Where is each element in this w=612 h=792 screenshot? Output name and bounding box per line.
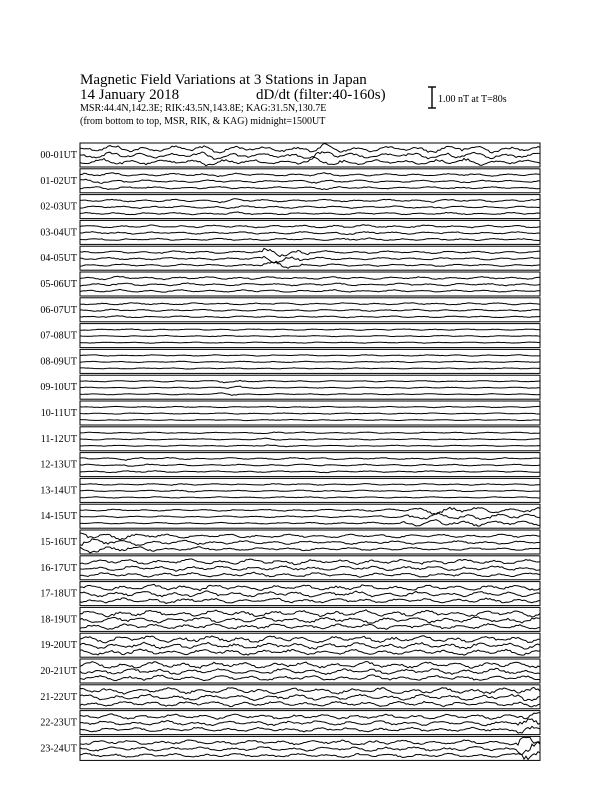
hour-label: 00-01UT — [40, 150, 77, 161]
hour-label: 04-05UT — [40, 253, 77, 265]
scale-bar-label: 1.00 nT at T=80s — [438, 94, 507, 105]
panel-11-12UT — [41, 427, 540, 451]
panel-05-06UT — [40, 272, 540, 296]
trace-KAG — [80, 636, 540, 643]
panel-02-03UT — [40, 195, 540, 219]
chart-date: 14 January 2018 — [80, 87, 180, 103]
trace-RIK — [80, 152, 540, 160]
panel-14-15UT — [40, 504, 540, 528]
trace-MSR — [80, 752, 540, 760]
trace-KAG — [80, 276, 540, 279]
trace-MSR — [80, 187, 540, 190]
hour-label: 12-13UT — [40, 459, 77, 471]
trace-MSR — [80, 675, 540, 681]
trace-KAG — [80, 406, 540, 407]
scale-bar — [428, 87, 436, 108]
trace-MSR — [80, 649, 540, 655]
trace-RIK — [80, 256, 540, 263]
trace-RIK — [80, 361, 540, 362]
panel-00-01UT — [40, 143, 540, 167]
hour-label: 11-12UT — [40, 433, 77, 445]
hour-label: 14-15UT — [40, 511, 77, 523]
hour-label: 22-23UT — [40, 717, 77, 729]
trace-RIK — [80, 566, 540, 571]
hour-label: 07-08UT — [40, 330, 77, 342]
trace-RIK — [80, 668, 540, 674]
trace-MSR — [80, 238, 540, 241]
panel-04-05UT — [40, 246, 540, 270]
trace-RIK — [80, 206, 540, 209]
panel-15-16UT — [40, 530, 540, 554]
trace-RIK — [80, 591, 540, 597]
hour-label: 03-04UT — [40, 227, 77, 239]
hour-label: 17-18UT — [40, 588, 77, 600]
trace-KAG — [80, 432, 540, 434]
trace-KAG — [80, 225, 540, 228]
station-order-note: (from bottom to top, MSR, RIK, & KAG) midnight=1500UT — [80, 116, 326, 127]
trace-KAG — [80, 144, 540, 154]
trace-RIK — [80, 232, 540, 235]
chart-title: Magnetic Field Variations at 3 Stations in Japan — [80, 72, 367, 88]
panel-frame — [80, 685, 540, 709]
panel-13-14UT — [40, 478, 540, 502]
trace-KAG — [80, 687, 540, 694]
trace-RIK — [80, 438, 540, 440]
trace-MSR — [80, 316, 540, 318]
trace-MSR — [80, 157, 540, 166]
panel-21-22UT — [40, 685, 540, 709]
hour-label: 10-11UT — [40, 408, 77, 419]
trace-MSR — [80, 262, 540, 268]
trace-MSR — [80, 572, 540, 577]
hour-label: 16-17UT — [40, 562, 77, 574]
panel-03-04UT — [40, 220, 540, 244]
trace-KAG — [80, 173, 540, 177]
panel-10-11UT — [41, 401, 540, 425]
panel-01-02UT — [40, 169, 540, 193]
trace-RIK — [80, 283, 540, 286]
panel-17-18UT — [40, 582, 540, 606]
trace-KAG — [80, 458, 540, 461]
trace-RIK — [80, 617, 540, 623]
trace-MSR — [80, 497, 540, 498]
trace-MSR — [80, 289, 540, 292]
trace-KAG — [80, 533, 540, 540]
chart-filter: dD/dt (filter:40-160s) — [256, 87, 386, 103]
hour-label: 13-14UT — [40, 485, 77, 497]
panel-22-23UT — [40, 711, 540, 735]
trace-MSR — [80, 598, 540, 604]
trace-MSR — [80, 547, 540, 553]
trace-KAG — [80, 713, 540, 719]
panel-frame — [80, 736, 540, 760]
trace-MSR — [80, 368, 540, 369]
trace-KAG — [80, 584, 540, 590]
trace-KAG — [80, 380, 540, 383]
hour-label: 08-09UT — [40, 356, 77, 368]
hour-label: 18-19UT — [40, 614, 77, 626]
panel-07-08UT — [40, 324, 540, 348]
panel-frame — [80, 169, 540, 193]
trace-KAG — [80, 355, 540, 356]
hour-label: 21-22UT — [40, 691, 77, 703]
trace-RIK — [80, 335, 540, 336]
hour-label: 19-20UT — [40, 640, 77, 652]
panel-12-13UT — [40, 453, 540, 477]
hour-label: 09-10UT — [40, 382, 77, 394]
trace-MSR — [80, 471, 540, 473]
trace-KAG — [80, 662, 540, 669]
trace-RIK — [80, 179, 540, 183]
hour-label: 06-07UT — [40, 304, 77, 316]
panel-20-21UT — [40, 659, 540, 683]
trace-RIK — [80, 719, 540, 726]
trace-RIK — [80, 413, 540, 414]
hour-label: 05-06UT — [40, 279, 77, 290]
station-coordinates: MSR:44.4N,142.3E; RIK:43.5N,143.8E; KAG:31.5N,130.7E — [80, 103, 327, 114]
panel-09-10UT — [40, 375, 540, 399]
trace-KAG — [80, 248, 540, 256]
trace-MSR — [80, 420, 540, 421]
trace-MSR — [80, 342, 540, 343]
trace-RIK — [80, 539, 540, 546]
panel-08-09UT — [40, 349, 540, 373]
trace-RIK — [80, 386, 540, 388]
panel-18-19UT — [40, 607, 540, 631]
trace-KAG — [80, 303, 540, 305]
trace-KAG — [80, 610, 540, 617]
trace-KAG — [80, 484, 540, 486]
trace-RIK — [80, 513, 540, 520]
trace-KAG — [80, 507, 540, 514]
hour-label: 20-21UT — [40, 666, 77, 677]
trace-MSR — [80, 212, 540, 215]
trace-MSR — [80, 726, 540, 733]
trace-KAG — [80, 329, 540, 330]
trace-KAG — [80, 199, 540, 203]
hour-label: 02-03UT — [40, 201, 77, 213]
trace-MSR — [80, 624, 540, 630]
trace-MSR — [80, 702, 540, 707]
panel-06-07UT — [40, 298, 540, 322]
hour-label: 15-16UT — [40, 537, 77, 548]
trace-RIK — [80, 309, 540, 311]
trace-RIK — [80, 694, 540, 700]
trace-RIK — [80, 464, 540, 466]
hour-label: 23-24UT — [40, 743, 77, 755]
trace-KAG — [80, 559, 540, 565]
hour-label: 01-02UT — [40, 175, 77, 187]
panel-16-17UT — [40, 556, 540, 580]
trace-MSR — [80, 520, 540, 527]
panel-23-24UT — [40, 736, 540, 760]
panel-19-20UT — [40, 633, 540, 657]
trace-KAG — [80, 737, 540, 745]
trace-RIK — [80, 490, 540, 492]
trace-RIK — [80, 642, 540, 649]
trace-MSR — [80, 393, 540, 395]
trace-MSR — [80, 445, 540, 447]
